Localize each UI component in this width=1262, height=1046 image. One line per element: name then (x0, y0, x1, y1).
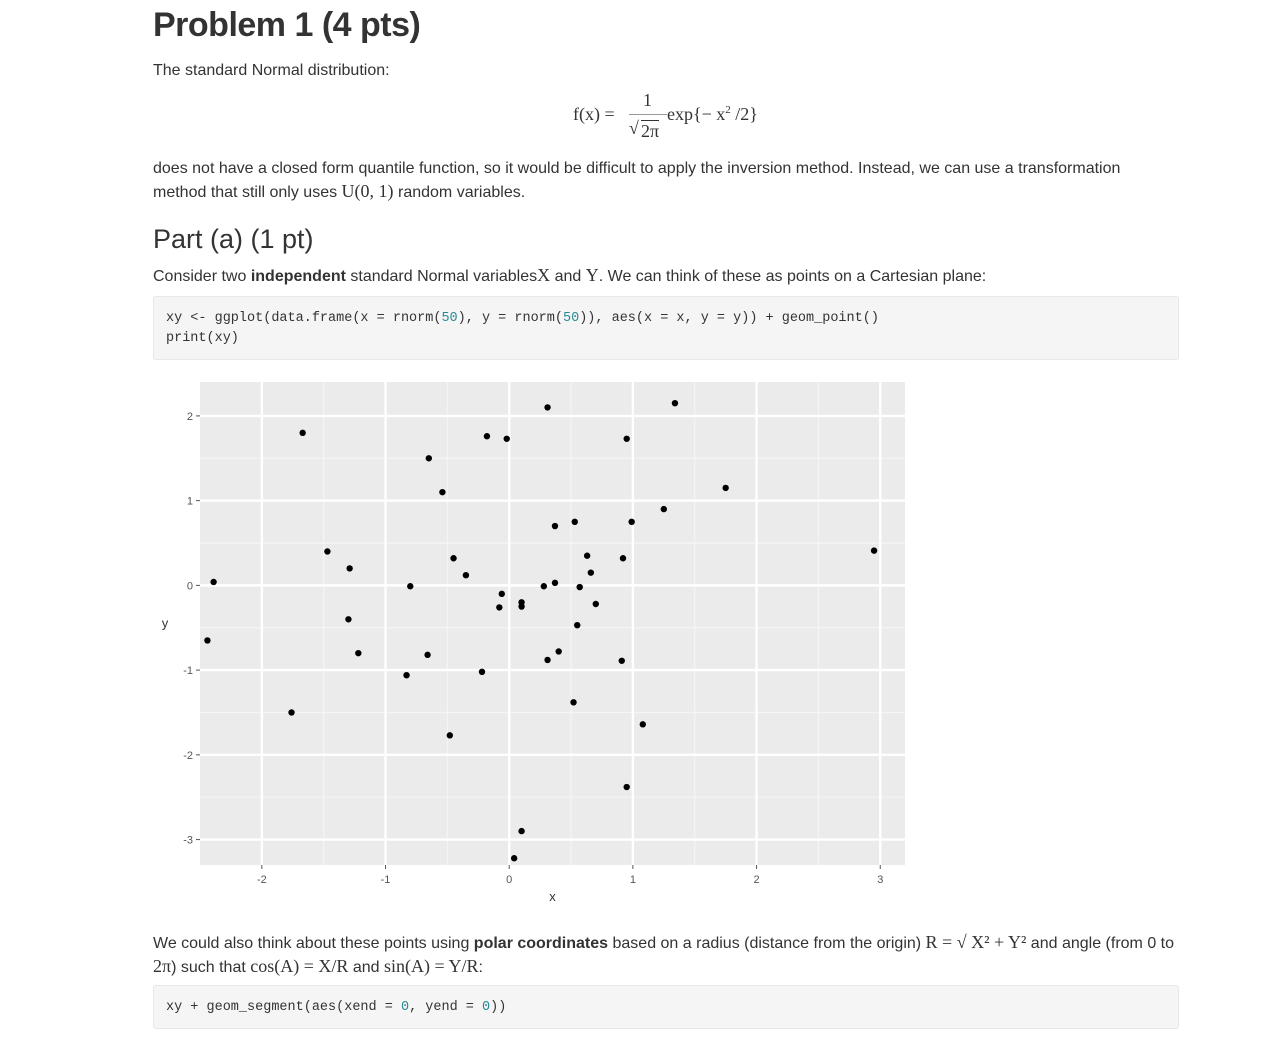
polar-paragraph (153, 931, 1178, 979)
y-axis-label: y (161, 615, 169, 631)
uniform-math: U(0, 1) (341, 181, 394, 201)
scatter-point (555, 648, 561, 654)
code2-seg-a: xy + geom_segment(aes(xend = (166, 1000, 401, 1015)
scatter-point (403, 672, 409, 678)
scatter-point (346, 565, 352, 571)
scatter-point (447, 732, 453, 738)
code-block-segment[interactable] (153, 985, 1179, 1029)
scatter-point (871, 547, 877, 553)
y-tick-label: -3 (183, 834, 193, 847)
scatter-point (552, 523, 558, 529)
code2-num-1: 0 (400, 1000, 410, 1015)
scatter-point (426, 455, 432, 461)
code1-line-2: print(xy) (166, 331, 239, 346)
scatter-point (204, 637, 210, 643)
scatter-point (552, 580, 558, 586)
code1-seg-b: ), y = rnorm( (457, 311, 563, 326)
independent-bold: independent (250, 268, 346, 285)
x-axis-ticks (257, 865, 883, 886)
part-a-title: Part (a) (1 pt) (153, 224, 314, 254)
scatter-point (624, 784, 630, 790)
problem-title: Problem 1 (4 pts) (153, 6, 421, 44)
var-x: X (537, 265, 551, 285)
scatter-point (584, 553, 590, 559)
code2-seg-c: )) (490, 1000, 507, 1015)
part-a-text (153, 264, 1178, 288)
scatter-point (544, 404, 550, 410)
y-tick-label: 0 (186, 580, 193, 593)
part-a-text-a: Consider two (153, 268, 251, 285)
code1-num-1: 50 (441, 311, 458, 326)
scatter-point (288, 709, 294, 715)
formula-rhs (667, 104, 758, 125)
y-tick-label: 2 (186, 410, 193, 423)
scatter-point (299, 430, 305, 436)
fraction-bar (629, 114, 667, 115)
normal-pdf-formula (573, 90, 833, 146)
y-axis-ticks (183, 411, 200, 847)
scatter-plot (153, 372, 913, 912)
scatter-point (479, 669, 485, 675)
scatter-point (661, 506, 667, 512)
formula-exponent: 2 (725, 104, 731, 116)
formula-exp-base: exp{− x (667, 104, 726, 124)
scatter-point (588, 569, 594, 575)
scatter-point (544, 657, 550, 663)
formula-numerator: 1 (643, 90, 652, 110)
y-tick-label: -1 (183, 665, 193, 678)
scatter-point (577, 584, 583, 590)
cos-math: cos(A) = X/R (250, 956, 349, 976)
polar-text-a: We could also think about these points using (153, 935, 474, 952)
scatter-point (518, 603, 524, 609)
x-tick-label: 0 (506, 874, 513, 886)
inversion-text-a: does not have a closed form quantile function, so it would be difficult to apply the inversion method. Instead, we can use a transformation method that still only uses (153, 160, 1121, 201)
scatter-point (541, 583, 547, 589)
polar-text-b: based on a radius (distance from the origin) (608, 935, 926, 952)
part-a-text-d: . We can think of these as points on a Cartesian plane: (598, 268, 987, 285)
scatter-point (640, 721, 646, 727)
scatter-point (619, 658, 625, 664)
scatter-point (450, 555, 456, 561)
scatter-point (463, 572, 469, 578)
polar-bold: polar coordinates (473, 935, 609, 952)
formula-exp-tail: /2} (730, 104, 758, 124)
code1-seg-c: )), aes(x = x, y = y)) + geom_point() (579, 311, 879, 326)
scatter-point (518, 828, 524, 834)
x-axis-label: x (549, 889, 556, 904)
x-tick-label: -2 (256, 874, 267, 886)
scatter-point (407, 583, 413, 589)
y-tick-label: -2 (183, 749, 193, 762)
scatter-point (572, 519, 578, 525)
plot-panel (200, 382, 905, 865)
code2-seg-b: , yend = (409, 1000, 482, 1015)
two-pi-math: 2π (153, 956, 172, 976)
scatter-point (624, 436, 630, 442)
formula-denominator: 2π (641, 121, 660, 141)
y-tick-label: 1 (186, 495, 193, 508)
scatter-point (628, 519, 634, 525)
scatter-point (593, 601, 599, 607)
scatter-point (504, 436, 510, 442)
scatter-point (574, 622, 580, 628)
scatter-point (424, 652, 430, 658)
scatter-point (620, 555, 626, 561)
scatter-point (210, 579, 216, 585)
x-tick-label: 3 (877, 874, 884, 886)
scatter-point (672, 400, 678, 406)
code1-seg-a: xy <- ggplot(data.frame(x = rnorm( (166, 311, 442, 326)
scatter-point (570, 699, 576, 705)
intro-text: The standard Normal distribution: (153, 62, 390, 79)
scatter-point (496, 604, 502, 610)
x-tick-label: 2 (753, 874, 760, 886)
sin-math: sin(A) = Y/R (383, 956, 479, 976)
x-tick-label: -1 (380, 874, 391, 886)
scatter-point (499, 591, 505, 597)
scatter-point (439, 489, 445, 495)
code2-num-2: 0 (481, 1000, 491, 1015)
x-tick-label: 1 (629, 874, 636, 886)
scatter-point (324, 548, 330, 554)
var-y: Y (585, 265, 599, 285)
scatter-point (355, 650, 361, 656)
part-a-text-c: and (550, 268, 586, 285)
polar-text-f: : (478, 959, 483, 976)
scatter-point (484, 433, 490, 439)
inversion-paragraph (153, 157, 1178, 204)
inversion-text-b: random variables. (393, 184, 526, 201)
sqrt-sign: √ (629, 118, 639, 138)
scatter-point (511, 855, 517, 861)
scatter-point (345, 616, 351, 622)
code-block-ggplot[interactable] (153, 296, 1179, 360)
scatter-point (722, 485, 728, 491)
radius-math: R = √ X² + Y² (925, 932, 1027, 952)
part-a-text-b: standard Normal variables (345, 268, 538, 285)
polar-text-d: ) such that (171, 959, 251, 976)
polar-text-e: and (348, 959, 384, 976)
formula-lhs: f(x) = (573, 104, 615, 124)
polar-text-c: and angle (from 0 to (1026, 935, 1174, 952)
code1-num-2: 50 (562, 311, 580, 326)
